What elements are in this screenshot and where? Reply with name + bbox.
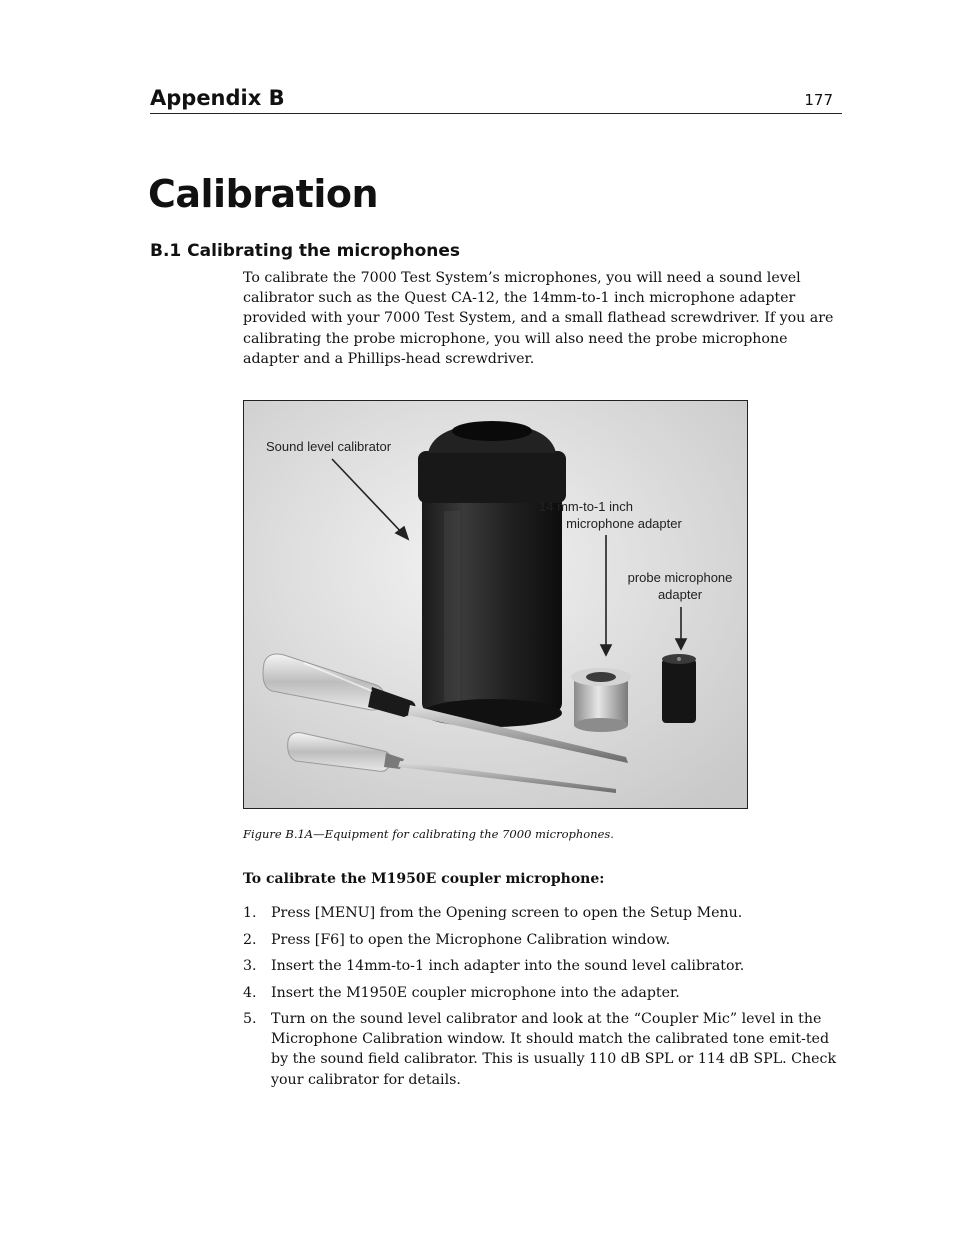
adapter-label-line2: microphone adapter [566,516,682,531]
calibrator-label: Sound level calibrator [266,439,392,454]
step-text: Press [MENU] from the Opening screen to open the Setup Menu. [271,905,743,921]
step-item [243,930,843,950]
step-number: 5. [243,1011,257,1027]
step-text: Press [F6] to open the Microphone Calibration window. [271,931,671,948]
appendix-label: Appendix B [150,86,285,110]
page-number: 177 [804,91,833,109]
step-item [243,1009,843,1090]
procedure-heading: To calibrate the M1950E coupler microphone: [243,871,605,887]
running-header [150,86,842,114]
page-title: Calibration [148,172,379,216]
equipment-illustration [244,401,747,808]
step-number: 4. [243,984,257,1001]
probe-microphone-adapter [662,654,696,723]
figure-caption: Figure B.1A—Equipment for calibrating the 7000 microphones. [243,827,614,841]
step-item [243,903,843,923]
probe-label-line2: adapter [657,587,703,602]
procedure-steps [243,903,843,1096]
adapter-label-line1: 14 mm-to-1 inch [539,499,633,514]
sound-level-calibrator [418,421,566,727]
step-item [243,983,843,1003]
step-number: 1. [243,905,257,921]
step-text: Turn on the sound level calibrator and look at the “Coupler Mic” level in the Microphone Calibration window. It should match the calibrated tone emit-ted by the sound field calibrator. This is usually 110 dB SPL or 114 dB SPL. Check your calibrator for details. [271,1011,837,1088]
microphone-adapter [571,668,631,732]
step-number: 3. [243,958,257,974]
section-heading: B.1 Calibrating the microphones [150,241,460,261]
probe-label-line1: probe microphone [627,570,733,585]
intro-paragraph: To calibrate the 7000 Test System’s microphones, you will need a sound level calibrator such as the Quest CA-12, the 14mm-to-1 inch microphone adapter provided with your 7000 Test System, and a small flathead screwdriver. If you are calibrating the probe microphone, you will also need the probe microphone adapter and a Phillips-head screwdriver. [243,270,834,367]
equipment-photo [243,400,748,809]
step-item [243,956,843,976]
step-text: Insert the M1950E coupler microphone into the adapter. [271,984,680,1001]
step-number: 2. [243,931,257,948]
step-text: Insert the 14mm-to-1 inch adapter into the sound level calibrator. [271,958,745,974]
